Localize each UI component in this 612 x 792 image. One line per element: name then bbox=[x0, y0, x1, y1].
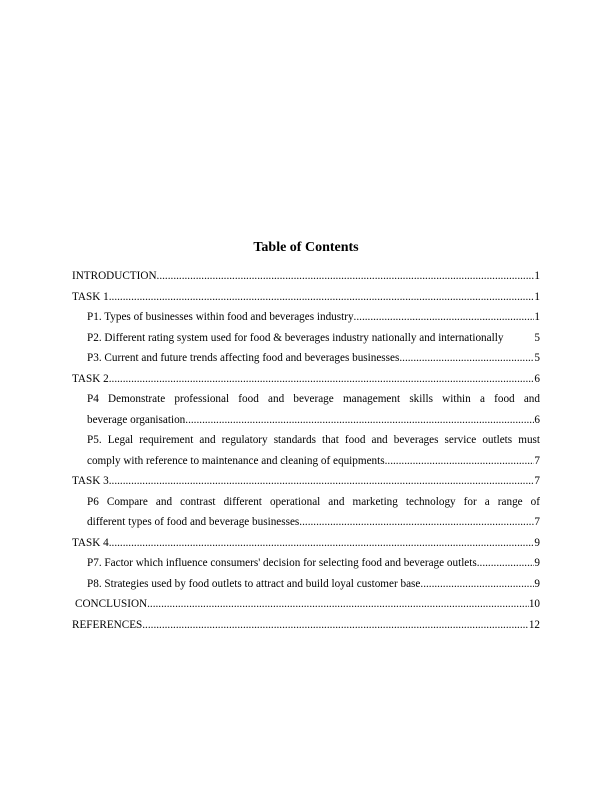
dot-leader bbox=[299, 512, 534, 533]
toc-entry-label: CONCLUSION bbox=[75, 598, 148, 610]
toc-entry-p3[interactable] bbox=[72, 348, 540, 369]
dot-leader bbox=[109, 471, 535, 492]
toc-entry-p6[interactable] bbox=[72, 492, 540, 533]
toc-page-number: 12 bbox=[528, 618, 540, 631]
toc-entry-task1[interactable] bbox=[72, 287, 540, 308]
toc-entry-task4[interactable] bbox=[72, 533, 540, 554]
dot-leader bbox=[354, 307, 535, 328]
toc-entry-label: P1. Types of businesses within food and beverages industry bbox=[87, 311, 354, 323]
toc-entry-label-line2: beverage organisation bbox=[87, 413, 186, 426]
toc-entry-label: REFERENCES bbox=[72, 618, 143, 631]
dot-leader bbox=[147, 594, 529, 615]
toc-page-number: 7 bbox=[534, 454, 540, 467]
toc-page-number: 7 bbox=[534, 475, 540, 487]
toc-entry-label: INTRODUCTION bbox=[72, 270, 157, 282]
toc-page-number: 1 bbox=[534, 290, 540, 303]
toc-entry-task3[interactable] bbox=[72, 471, 540, 492]
dot-leader bbox=[185, 410, 534, 431]
toc-entry-conclusion[interactable] bbox=[72, 594, 540, 615]
toc-page-number: 7 bbox=[534, 516, 540, 528]
table-of-contents bbox=[72, 266, 540, 635]
dot-leader bbox=[142, 615, 529, 636]
dot-leader bbox=[109, 369, 535, 390]
toc-entry-p5[interactable] bbox=[72, 430, 540, 471]
toc-entry-label-line1: P5. Legal requirement and regulatory standards that food and beverages service outlets must bbox=[87, 434, 540, 446]
toc-entry-label: TASK 3 bbox=[72, 475, 109, 487]
toc-page-number: 1 bbox=[534, 311, 540, 323]
toc-entry-task2[interactable] bbox=[72, 369, 540, 390]
dot-leader bbox=[399, 348, 534, 369]
toc-entry-p2[interactable] bbox=[72, 328, 540, 349]
dot-leader bbox=[477, 553, 535, 574]
toc-page-number: 5 bbox=[534, 331, 540, 344]
dot-leader bbox=[385, 451, 535, 472]
toc-entry-label-line2: different types of food and beverage businesses bbox=[87, 516, 300, 528]
toc-entry-p4[interactable] bbox=[72, 389, 540, 430]
toc-entry-p1[interactable] bbox=[72, 307, 540, 328]
toc-page-number: 9 bbox=[534, 557, 540, 569]
toc-page-number: 6 bbox=[534, 372, 540, 385]
toc-entry-label: P8. Strategies used by food outlets to attract and build loyal customer base bbox=[87, 577, 421, 590]
dot-leader bbox=[157, 266, 535, 287]
dot-leader bbox=[420, 574, 534, 595]
toc-entry-label-line2: comply with reference to maintenance and cleaning of equipments bbox=[87, 454, 385, 467]
toc-entry-references[interactable] bbox=[72, 615, 540, 636]
toc-entry-label: TASK 1 bbox=[72, 290, 109, 303]
toc-title: Table of Contents bbox=[253, 240, 359, 255]
toc-page-number: 10 bbox=[528, 598, 540, 610]
toc-entry-introduction[interactable] bbox=[72, 266, 540, 287]
toc-entry-label: P7. Factor which influence consumers' decision for selecting food and beverage outlets bbox=[87, 557, 477, 569]
toc-entry-p7[interactable] bbox=[72, 553, 540, 574]
toc-entry-p8[interactable] bbox=[72, 574, 540, 595]
toc-entry-label-line1: P6 Compare and contrast different operational and marketing technology for a range of bbox=[87, 495, 540, 508]
toc-entry-label-line1: P4 Demonstrate professional food and beverage management skills within a food and bbox=[87, 393, 540, 405]
toc-page-number: 9 bbox=[534, 536, 540, 549]
toc-page-number: 9 bbox=[534, 577, 540, 590]
toc-entry-label: TASK 4 bbox=[72, 536, 109, 549]
toc-entry-label: P2. Different rating system used for food & beverages industry nationally and internationally bbox=[87, 331, 504, 344]
toc-page-number: 5 bbox=[534, 352, 540, 364]
dot-leader bbox=[109, 287, 535, 308]
toc-entry-label: P3. Current and future trends affecting food and beverages businesses bbox=[87, 352, 400, 364]
toc-page-number: 6 bbox=[534, 413, 540, 426]
toc-entry-label: TASK 2 bbox=[72, 372, 109, 385]
toc-page-number: 1 bbox=[534, 270, 540, 282]
dot-leader bbox=[109, 533, 535, 554]
